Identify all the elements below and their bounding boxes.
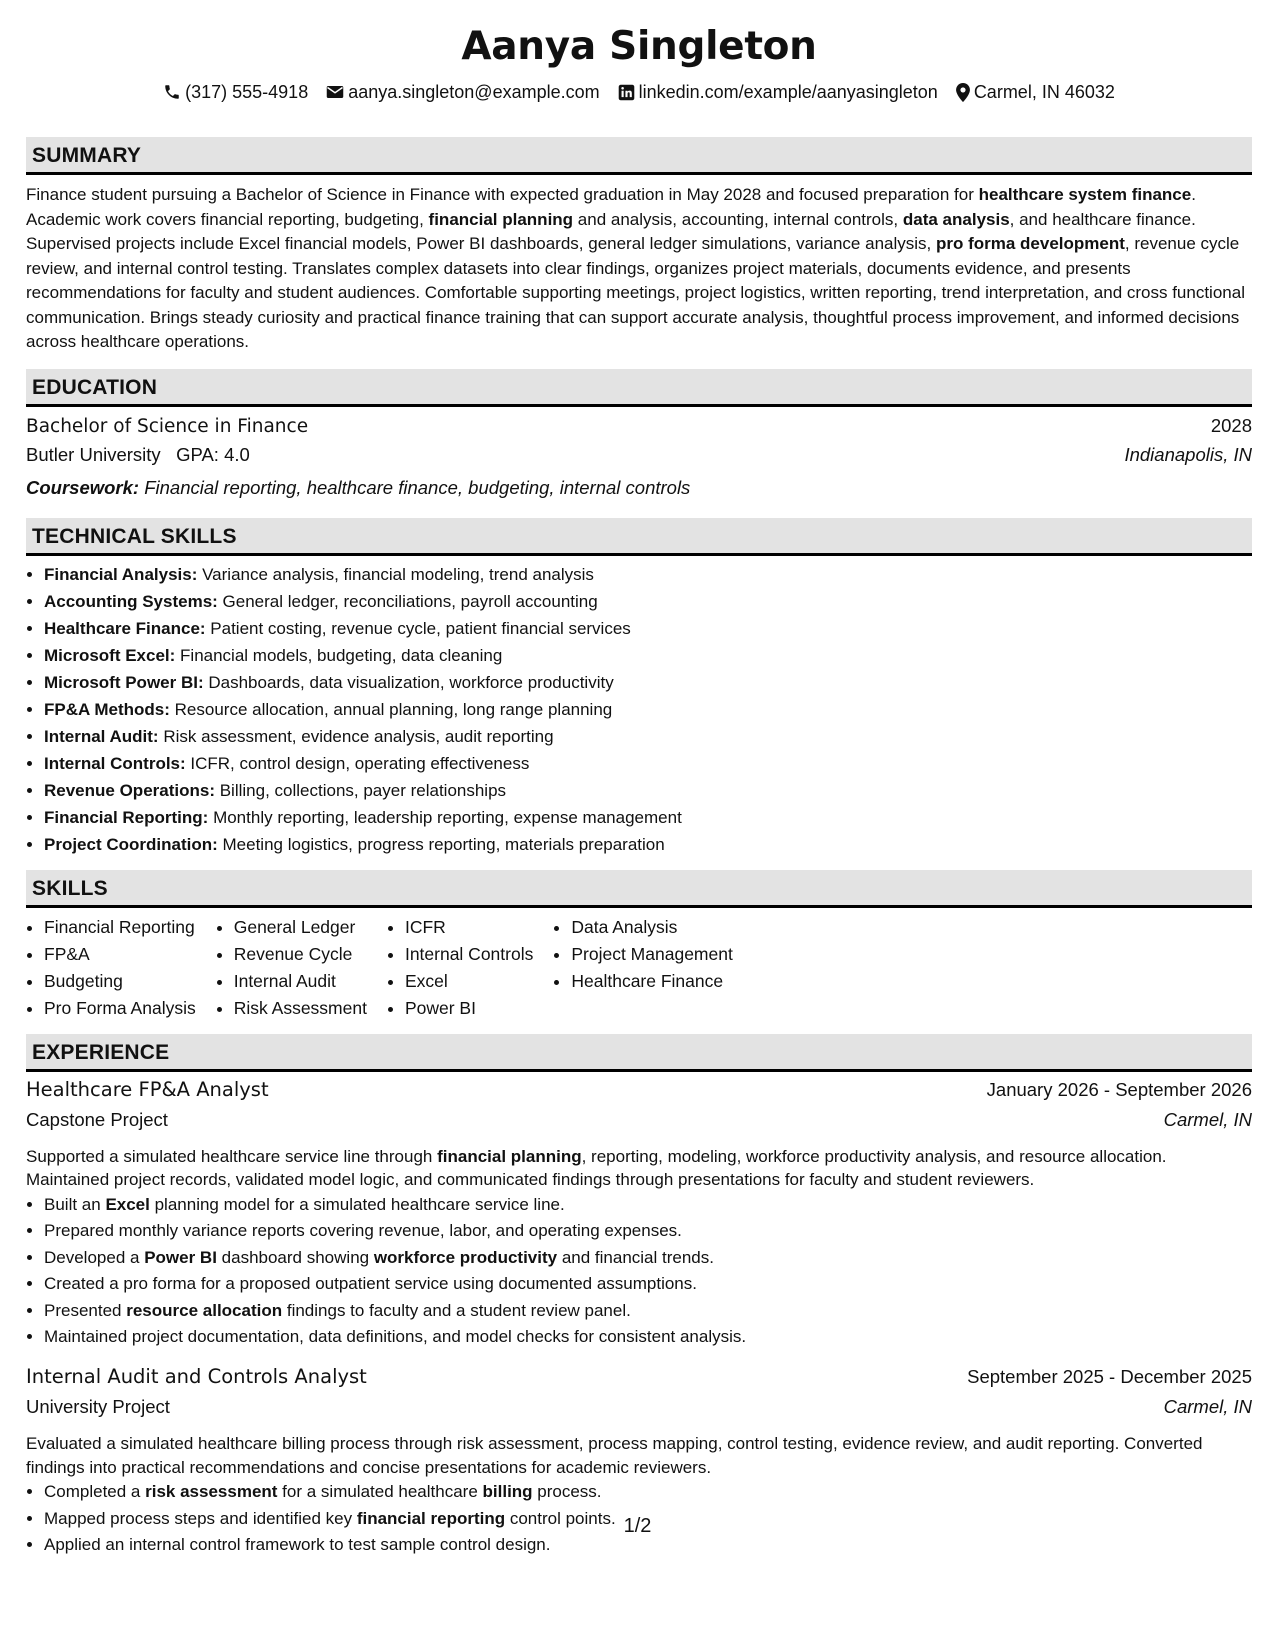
technical-skill-item xyxy=(44,804,1252,831)
skill-details: Variance analysis, financial modeling, trend analysis xyxy=(197,564,594,584)
technical-skill-item xyxy=(44,723,1252,750)
bold-phrase: healthcare system finance xyxy=(978,185,1192,204)
skill-item: • Healthcare Finance xyxy=(571,968,732,995)
skills-column xyxy=(26,914,196,1022)
skill-item: • Internal Audit xyxy=(234,968,367,995)
bold-phrase: financial reporting xyxy=(356,1508,506,1528)
job-bullet xyxy=(44,1192,1252,1219)
contact-email[interactable] xyxy=(326,82,599,103)
skill-details: Meeting logistics, progress reporting, materials preparation xyxy=(217,834,665,854)
skills-column xyxy=(216,914,367,1022)
job-bullet xyxy=(44,1218,1252,1245)
bold-phrase: billing xyxy=(482,1482,533,1502)
technical-skill-item xyxy=(44,696,1252,723)
skill-category: Project Coordination: xyxy=(44,834,218,854)
skill-item: • FP&A xyxy=(44,941,196,968)
skills-column xyxy=(387,914,533,1022)
summary-text xyxy=(26,183,1252,355)
phone-icon xyxy=(163,83,181,101)
job-title: Internal Audit and Controls Analyst xyxy=(26,1365,367,1389)
graduation-year: 2028 xyxy=(1210,414,1252,436)
coursework-text: Financial reporting, healthcare finance, budgeting, internal controls xyxy=(144,476,691,498)
page-number: 1/2 xyxy=(623,1515,652,1537)
skill-item: • Financial Reporting xyxy=(44,914,196,941)
text-run: planning model for a simulated healthcare service line. xyxy=(149,1194,565,1214)
contact-phone xyxy=(163,82,308,103)
email-text[interactable]: aanya.singleton@example.com xyxy=(348,81,600,102)
bold-phrase: resource allocation xyxy=(126,1300,283,1320)
candidate-name: Aanya Singleton xyxy=(461,24,817,69)
contact-line xyxy=(26,80,1252,104)
school-name: Butler University xyxy=(26,443,161,465)
skills-grid xyxy=(26,914,1252,1022)
skill-item: • ICFR xyxy=(405,914,533,941)
bold-phrase: data analysis xyxy=(902,209,1010,229)
bold-phrase: pro forma development xyxy=(935,234,1125,253)
text-run: Finance student pursuing a Bachelor of Science in Finance with expected graduation in May 2028 and focused preparation for xyxy=(26,185,979,204)
bold-phrase: workforce productivity xyxy=(373,1247,558,1267)
job-organization: Capstone Project xyxy=(26,1108,168,1130)
bold-phrase: Excel xyxy=(105,1194,150,1214)
job-title: Healthcare FP&A Analyst xyxy=(26,1077,269,1101)
job-bullets xyxy=(26,1192,1252,1352)
education-entry xyxy=(26,415,1252,503)
skill-details: Patient costing, revenue cycle, patient financial services xyxy=(205,618,631,638)
bold-phrase: financial planning xyxy=(428,209,574,229)
skill-category: Financial Analysis: xyxy=(44,564,198,584)
bold-phrase: Power BI xyxy=(144,1247,217,1267)
skill-details: Financial models, budgeting, data cleaning xyxy=(175,645,503,665)
coursework xyxy=(26,473,1252,503)
skill-item: • Pro Forma Analysis xyxy=(44,995,196,1022)
skill-item: • Project Management xyxy=(571,941,732,968)
skill-details: ICFR, control design, operating effectiveness xyxy=(185,753,530,773)
text-run: Applied an internal control framework to test sample control design. xyxy=(44,1535,551,1555)
text-run: and analysis, accounting, internal controls, xyxy=(573,209,903,229)
job-location: Carmel, IN xyxy=(1163,1108,1252,1130)
phone-text: (317) 555-4918 xyxy=(185,81,309,102)
job-description xyxy=(26,1432,1252,1479)
text-run: Mapped process steps and identified key xyxy=(44,1508,357,1528)
skill-details: Billing, collections, payer relationships xyxy=(215,780,507,800)
job-bullet xyxy=(44,1245,1252,1272)
text-run: Developed a xyxy=(44,1247,145,1267)
skill-details: Monthly reporting, leadership reporting, expense management xyxy=(208,807,682,827)
job-organization: University Project xyxy=(26,1396,170,1418)
job-bullet xyxy=(44,1298,1252,1325)
job-dates: September 2025 - December 2025 xyxy=(967,1366,1252,1388)
location-text: Carmel, IN 46032 xyxy=(973,81,1115,102)
technical-skill-item xyxy=(44,615,1252,642)
envelope-icon xyxy=(326,84,344,100)
job-bullet xyxy=(44,1324,1252,1351)
skill-item: • Internal Controls xyxy=(405,941,533,968)
education-heading: EDUCATION xyxy=(26,369,1252,407)
job-bullet xyxy=(44,1479,1252,1506)
skills-column xyxy=(553,914,732,1022)
skills-heading: SKILLS xyxy=(26,870,1252,908)
map-pin-icon xyxy=(956,83,970,102)
gpa: GPA: 4.0 xyxy=(176,443,250,465)
text-run: for a simulated healthcare xyxy=(277,1482,483,1502)
school-location: Indianapolis, IN xyxy=(1124,443,1252,465)
technical-skill-item xyxy=(44,561,1252,588)
coursework-label: Coursework: xyxy=(26,476,140,498)
text-run: , revenue cycle review, and internal control testing. Translates complex datasets into clear findings, organizes project materials, documents evidence, and presents recommendations for faculty and student audiences. Comfortable supporting meetings, project logistics, written reporting, trend interpretation, and cross functional communication. Brings steady curiosity and practical finance training that can support accurate analysis, thoughtful process improvement, and informed decisions across healthcare operations. xyxy=(26,234,1245,351)
text-run: Presented xyxy=(44,1300,127,1320)
text-run: Prepared monthly variance reports covering revenue, labor, and operating expenses. xyxy=(44,1221,682,1241)
technical-skills-heading: TECHNICAL SKILLS xyxy=(26,518,1252,556)
text-run: Created a pro forma for a proposed outpatient service using documented assumptions. xyxy=(44,1274,697,1294)
text-run: , reporting, modeling, workforce productivity analysis, and resource allocation. Maintained project records, validated model logic, and communicated findings through presentations for faculty and student reviewers. xyxy=(26,1146,1167,1189)
text-run: and financial trends. xyxy=(557,1247,714,1267)
skill-category: Internal Audit: xyxy=(44,726,159,746)
linkedin-text[interactable]: linkedin.com/example/aanyasingleton xyxy=(638,81,938,102)
job-description xyxy=(26,1145,1252,1192)
text-run: Built an xyxy=(44,1194,106,1214)
technical-skills-list xyxy=(26,561,1252,858)
text-run: Supported a simulated healthcare service line through xyxy=(26,1146,438,1166)
skill-details: General ledger, reconciliations, payroll accounting xyxy=(217,591,598,611)
technical-skill-item xyxy=(44,642,1252,669)
skill-details: Risk assessment, evidence analysis, audit reporting xyxy=(158,726,554,746)
skill-details: Dashboards, data visualization, workforce productivity xyxy=(203,672,614,692)
technical-skill-item xyxy=(44,588,1252,615)
job-location: Carmel, IN xyxy=(1163,1396,1252,1418)
skill-details: Resource allocation, annual planning, long range planning xyxy=(169,699,613,719)
skill-item: • Revenue Cycle xyxy=(234,941,367,968)
technical-skill-item xyxy=(44,750,1252,777)
text-run: process. xyxy=(532,1482,602,1502)
skill-item: • Excel xyxy=(405,968,533,995)
skill-category: Healthcare Finance: xyxy=(44,618,206,638)
contact-linkedin[interactable] xyxy=(618,82,938,103)
skill-item: • Data Analysis xyxy=(571,914,732,941)
skill-item: • General Ledger xyxy=(234,914,367,941)
technical-skill-item xyxy=(44,831,1252,858)
skill-category: Accounting Systems: xyxy=(44,591,218,611)
job-entry xyxy=(26,1078,1252,1352)
skill-category: Financial Reporting: xyxy=(44,807,209,827)
text-run: Completed a xyxy=(44,1482,146,1502)
skill-category: FP&A Methods: xyxy=(44,699,170,719)
bold-phrase: financial planning xyxy=(437,1146,582,1166)
resume-page xyxy=(26,0,1252,1559)
skill-category: Revenue Operations: xyxy=(44,780,215,800)
text-run: Evaluated a simulated healthcare billing process through risk assessment, process mapping, control testing, evidence review, and audit reporting. Converted findings into practical recommendations and concise presentations for academic reviewers. xyxy=(26,1434,1203,1477)
text-run: Maintained project documentation, data definitions, and model checks for consistent analysis. xyxy=(44,1327,747,1347)
experience-heading: EXPERIENCE xyxy=(26,1034,1252,1072)
skill-item: • Risk Assessment xyxy=(234,995,367,1022)
bold-phrase: risk assessment xyxy=(145,1482,278,1502)
experience-list xyxy=(26,1078,1252,1559)
job-bullet xyxy=(44,1271,1252,1298)
technical-skill-item xyxy=(44,777,1252,804)
degree-title: Bachelor of Science in Finance xyxy=(26,415,309,437)
contact-location xyxy=(956,82,1115,103)
text-run: dashboard showing xyxy=(216,1247,374,1267)
skill-category: Microsoft Excel: xyxy=(44,645,176,665)
skill-category: Internal Controls: xyxy=(44,753,186,773)
text-run: control points. xyxy=(505,1508,616,1528)
text-run: . Academic work covers financial reporting, budgeting, xyxy=(26,185,1196,229)
summary-heading: SUMMARY xyxy=(26,137,1252,175)
skill-category: Microsoft Power BI: xyxy=(44,672,204,692)
job-dates: January 2026 - September 2026 xyxy=(986,1078,1252,1100)
text-run: , and healthcare finance. Supervised projects include Excel financial models, Power BI dashboards, general ledger simulations, variance analysis, xyxy=(26,209,1196,253)
technical-skill-item xyxy=(44,669,1252,696)
skill-item: • Budgeting xyxy=(44,968,196,995)
linkedin-icon xyxy=(618,84,635,101)
skill-item: • Power BI xyxy=(405,995,533,1022)
text-run: findings to faculty and a student review panel. xyxy=(282,1300,631,1320)
